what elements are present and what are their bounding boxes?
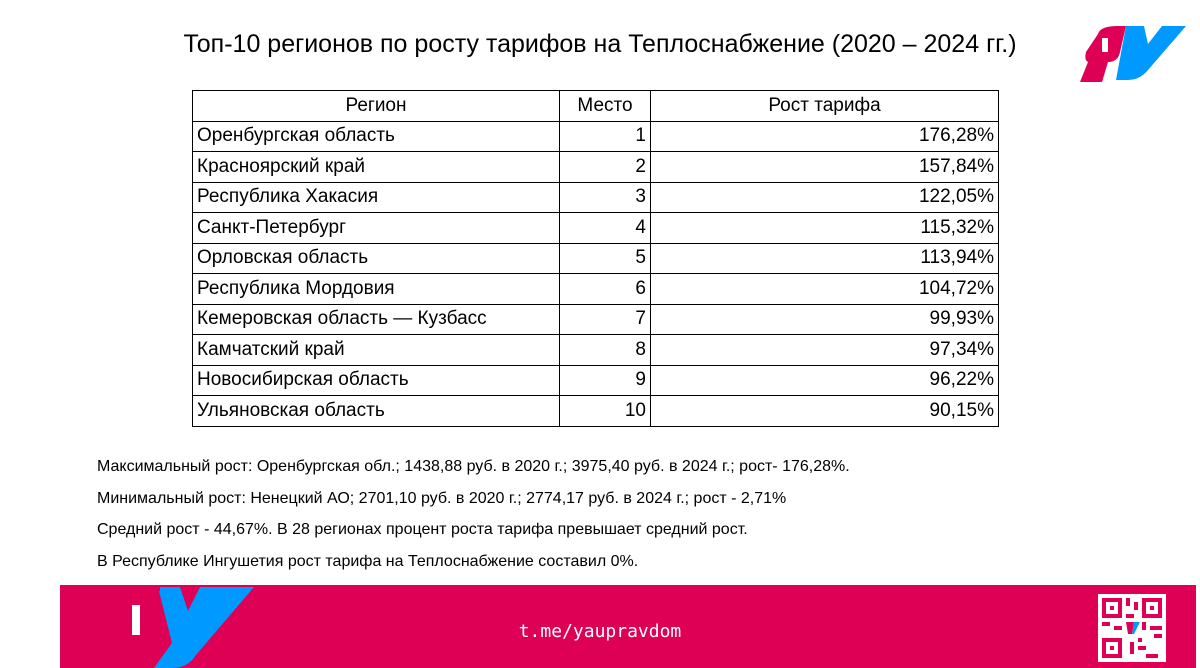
table-row bbox=[193, 213, 999, 244]
cell-place: 5 bbox=[560, 243, 651, 274]
table-row bbox=[193, 243, 999, 274]
cell-place: 6 bbox=[560, 274, 651, 305]
cell-region: Ульяновская область bbox=[193, 396, 560, 427]
notes bbox=[97, 458, 850, 584]
table-row bbox=[193, 152, 999, 183]
cell-place: 4 bbox=[560, 213, 651, 244]
cell-place: 1 bbox=[560, 121, 651, 152]
cell-growth: 113,94% bbox=[651, 243, 999, 274]
cell-region: Красноярский край bbox=[193, 152, 560, 183]
table-row bbox=[193, 182, 999, 213]
cell-growth: 176,28% bbox=[651, 121, 999, 152]
cell-region: Новосибирская область bbox=[193, 365, 560, 396]
table-row bbox=[193, 304, 999, 335]
cell-growth: 104,72% bbox=[651, 274, 999, 305]
cell-region: Республика Хакасия bbox=[193, 182, 560, 213]
column-header-growth: Рост тарифа bbox=[651, 91, 999, 122]
cell-region: Оренбургская область bbox=[193, 121, 560, 152]
telegram-link[interactable]: t.me/yaupravdom bbox=[518, 621, 682, 642]
tariff-table bbox=[192, 90, 999, 427]
cell-place: 10 bbox=[560, 396, 651, 427]
cell-growth: 115,32% bbox=[651, 213, 999, 244]
note-average: Средний рост - 44,67%. В 28 регионах процент роста тарифа превышает средний рост. bbox=[97, 521, 748, 538]
cell-growth: 97,34% bbox=[651, 335, 999, 366]
table-header-row bbox=[193, 91, 999, 122]
cell-region: Кемеровская область — Кузбасс bbox=[193, 304, 560, 335]
cell-region: Санкт-Петербург bbox=[193, 213, 560, 244]
cell-region: Орловская область bbox=[193, 243, 560, 274]
cell-place: 3 bbox=[560, 182, 651, 213]
note-min: Минимальный рост: Ненецкий АО; 2701,10 руб. в 2020 г.; 2774,17 руб. в 2024 г.; рост - 2,71% bbox=[97, 489, 787, 507]
column-header-region: Регион bbox=[193, 91, 560, 122]
column-header-place: Место bbox=[560, 91, 651, 122]
cell-growth: 99,93% bbox=[651, 304, 999, 335]
table-row bbox=[193, 365, 999, 396]
table-row bbox=[193, 121, 999, 152]
brand-logo-icon bbox=[1078, 22, 1188, 84]
cell-growth: 122,05% bbox=[651, 182, 999, 213]
cell-growth: 90,15% bbox=[651, 396, 999, 427]
cell-place: 2 bbox=[560, 152, 651, 183]
note-max: Максимальный рост: Оренбургская обл.; 1438,88 руб. в 2020 г.; 3975,40 руб. в 2024 г.; рост- 176,28%. bbox=[97, 458, 850, 475]
cell-place: 8 bbox=[560, 335, 651, 366]
cell-region: Камчатский край bbox=[193, 335, 560, 366]
note-ingushetia: В Республике Ингушетия рост тарифа на Теплоснабжение составил 0%. bbox=[97, 552, 639, 570]
cell-place: 7 bbox=[560, 304, 651, 335]
cell-growth: 157,84% bbox=[651, 152, 999, 183]
page-title: Топ-10 регионов по росту тарифов на Теплоснабжение (2020 – 2024 гг.) bbox=[183, 30, 1017, 58]
table-row bbox=[193, 335, 999, 366]
table-row bbox=[193, 396, 999, 427]
cell-growth: 96,22% bbox=[651, 365, 999, 396]
table-row bbox=[193, 274, 999, 305]
cell-region: Республика Мордовия bbox=[193, 274, 560, 305]
cell-place: 9 bbox=[560, 365, 651, 396]
qr-code-icon bbox=[1098, 594, 1166, 662]
